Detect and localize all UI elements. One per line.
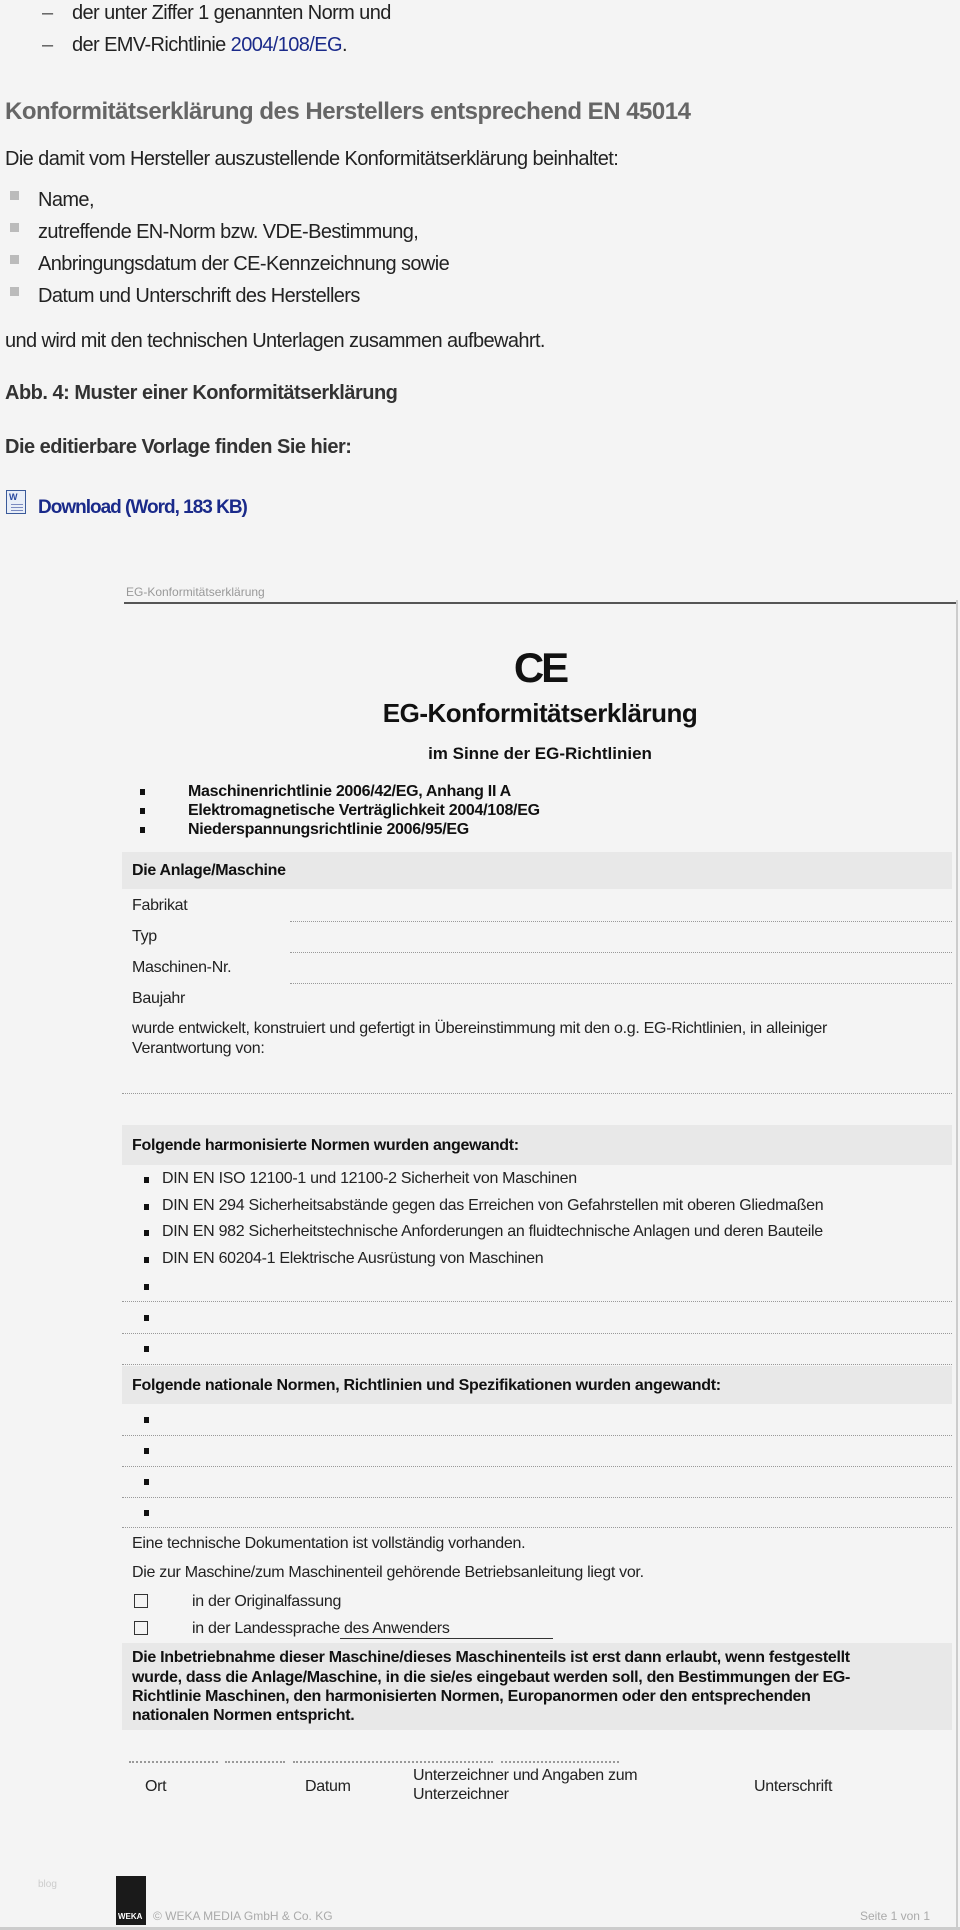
list-item: Anbringungsdatum der CE-Kennzeichnung sowie [38,253,450,275]
word-document-icon[interactable]: W [6,490,26,514]
signature-label: Unterzeichner und Angaben zum [413,1767,638,1784]
bullet-square-icon [10,223,19,232]
bullet-icon [144,1204,149,1210]
section-title: Folgende nationale Normen, Richtlinien und Spezifikationen wurden angewandt: [132,1377,721,1394]
field-label: Maschinen-Nr. [132,959,232,976]
bullet-icon [144,1346,149,1352]
weka-logo [116,1876,146,1925]
statement-text: wurde entwickelt, konstruiert und gefertigt in Übereinstimmung mit den o.g. EG-Richtlinien, in alleiniger [132,1020,828,1037]
page-number: Seite 1 von 1 [859,1909,930,1923]
section-heading: Konformitätserklärung des Herstellers entsprechend EN 45014 [5,98,691,125]
bullet-icon [144,1479,149,1485]
bullet-icon [144,1417,149,1423]
bullet-square-icon [10,255,19,264]
list-item: Datum und Unterschrift des Herstellers [38,285,360,307]
norm-item: DIN EN 982 Sicherheitstechnische Anforderungen an fluidtechnische Anlagen und deren Bauteile [162,1223,823,1240]
notice-text: Die Inbetriebnahme dieser Maschine/dieses Maschinenteils ist erst dann erlaubt, wenn festgestellt [132,1649,850,1666]
signer-field[interactable] [293,1761,493,1763]
directive-item: Maschinenrichtlinie 2006/42/EG, Anhang II A [188,783,511,800]
bullet-icon [140,808,145,814]
ce-mark: CE [513,644,567,691]
template-note: Die editierbare Vorlage finden Sie hier: [5,436,352,458]
dash-marker: – [42,34,54,56]
figure-caption: Abb. 4: Muster einer Konformitätserklärung [5,382,398,404]
section-title: Folgende harmonisierte Normen wurden angewandt: [132,1137,519,1154]
notice-text: nationalen Normen entspricht. [132,1707,355,1724]
checkbox-landessprache[interactable] [134,1621,148,1635]
national-norm-field[interactable] [122,1466,952,1467]
bullet-icon [144,1448,149,1454]
norm-blank-field[interactable] [122,1333,952,1334]
notice-text: wurde, dass die Anlage/Maschine, in die sie/es eingebaut werden soll, den Bestimmungen der EG- [132,1669,851,1686]
bullet-icon [144,1230,149,1236]
maschinen-nr-field[interactable] [290,983,952,984]
signature-label: Unterschrift [754,1778,833,1795]
norm-blank-field[interactable] [122,1364,952,1365]
watermark: blog [38,1879,57,1890]
national-norm-field[interactable] [122,1497,952,1498]
directive-link[interactable]: 2004/108/EG [230,34,342,56]
page-edge [956,600,958,1930]
form-header-label: EG-Konformitätserklärung [126,585,265,599]
norm-item: DIN EN 294 Sicherheitsabstände gegen das Erreichen von Gefahrstellen mit oberen Gliedmaßen [162,1197,824,1214]
dash-item: der unter Ziffer 1 genannten Norm und [72,2,391,24]
language-field[interactable] [340,1638,553,1639]
typ-field[interactable] [290,952,952,953]
signature-label: Ort [145,1778,167,1795]
section-title: Die Anlage/Maschine [132,862,286,879]
checkbox-label: in der Landessprache des Anwenders [192,1620,450,1637]
manual-text: Die zur Maschine/zum Maschinenteil gehörende Betriebsanleitung liegt vor. [132,1564,644,1581]
notice-text: Richtlinie Maschinen, den harmonisierten Normen, Europanormen oder den entsprechenden [132,1688,811,1705]
dash-marker: – [42,2,54,24]
download-link[interactable]: Download (Word, 183 KB) [38,497,247,518]
form-title: EG-Konformitätserklärung [382,698,698,728]
form-subtitle: im Sinne der EG-Richtlinien [428,744,652,763]
bullet-icon [144,1257,149,1263]
bullet-icon [144,1315,149,1321]
norm-blank-field[interactable] [122,1301,952,1302]
norm-item: DIN EN 60204-1 Elektrische Ausrüstung von Maschinen [162,1250,544,1267]
directive-item: Niederspannungsrichtlinie 2006/95/EG [188,821,469,838]
bullet-icon [140,789,145,795]
logo-text: WEKA [118,1912,143,1921]
bullet-icon [144,1177,149,1183]
signature-label: Unterzeichner [413,1786,509,1803]
checkbox-label: in der Originalfassung [192,1593,342,1610]
directive-item: Elektromagnetische Verträglichkeit 2004/108/EG [188,802,540,819]
header-rule [124,602,956,604]
dash-item-text: der EMV-Richtlinie [72,34,231,56]
bullet-icon [140,827,145,833]
copyright: © WEKA MEDIA GmbH & Co. KG [153,1909,333,1923]
national-norm-field[interactable] [122,1435,952,1436]
fabrikat-field[interactable] [290,921,952,922]
bullet-square-icon [10,287,19,296]
bullet-icon [144,1510,149,1516]
list-item: Name, [38,189,94,211]
statement-text: Verantwortung von: [132,1040,265,1057]
tech-doc-text: Eine technische Dokumentation ist vollständig vorhanden. [132,1535,526,1552]
list-item: zutreffende EN-Norm bzw. VDE-Bestimmung, [38,221,419,243]
field-label: Baujahr [132,990,186,1007]
national-norm-field[interactable] [122,1527,952,1528]
field-label: Fabrikat [132,897,188,914]
place-field[interactable] [129,1761,218,1763]
responsible-field[interactable] [122,1093,952,1094]
checkbox-original[interactable] [134,1594,148,1608]
bullet-icon [144,1284,149,1290]
closing-paragraph: und wird mit den technischen Unterlagen zusammen aufbewahrt. [5,330,545,352]
bullet-square-icon [10,191,19,200]
field-label: Typ [132,928,157,945]
date-field[interactable] [225,1761,285,1763]
dash-item-suffix: . [341,34,347,56]
signature-label: Datum [305,1778,351,1795]
signature-field[interactable] [501,1761,619,1763]
dash-item [72,35,347,55]
intro-paragraph: Die damit vom Hersteller auszustellende Konformitätserklärung beinhaltet: [5,148,619,170]
norm-item: DIN EN ISO 12100-1 und 12100-2 Sicherheit von Maschinen [162,1170,577,1187]
